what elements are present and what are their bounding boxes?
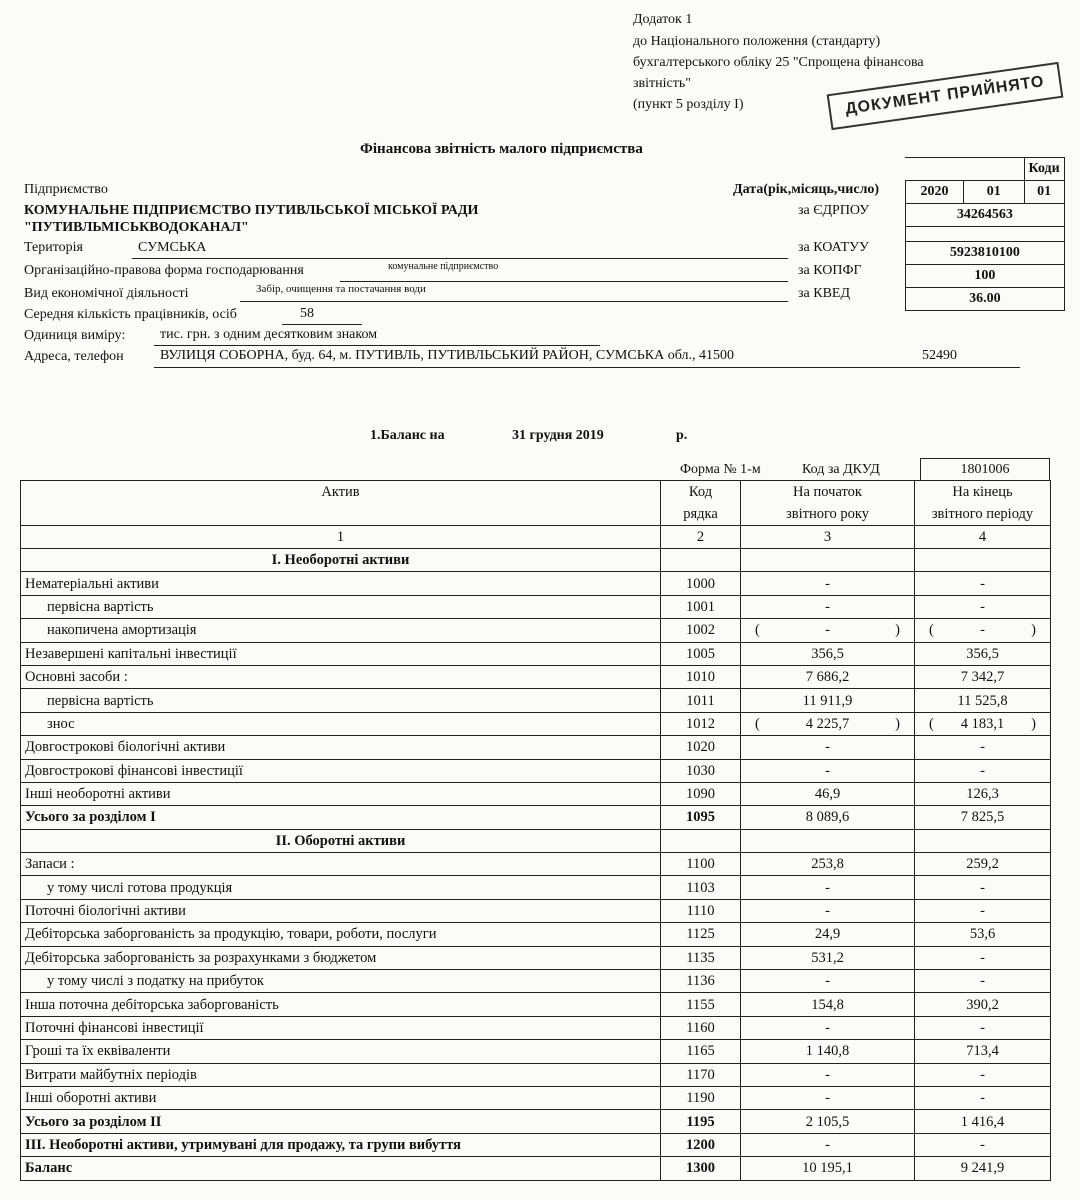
header-end-2: звітного періоду [915,503,1051,526]
unit-value: тис. грн. з одним десятковим знаком [160,327,378,342]
table-row: Витрати майбутніх періодів 1170 - - [21,1063,1051,1086]
table-row: у тому числі готова продукція 1103 - - [21,876,1051,899]
table-row: Баланс 1300 10 195,1 9 241,9 [21,1157,1051,1180]
form-number: Форма № 1-м [680,462,761,477]
dkud-label: Код за ДКУД [802,462,880,477]
edrpou-code: 34264563 [906,204,1065,227]
balance-table [20,480,1051,1181]
table-row: Довгострокові біологічні активи 1020 - - [21,736,1051,759]
balance-date: 31 грудня 2019 [512,428,604,443]
date-year: 2020 [906,181,964,204]
address-label: Адреса, телефон [24,349,124,364]
table-row: Дебіторська заборгованість за продукцію, товари, роботи, послуги 1125 24,9 53,6 [21,923,1051,946]
table-row: Запаси : 1100 253,8 259,2 [21,853,1051,876]
table-row: Усього за розділом I 1095 8 089,6 7 825,5 [21,806,1051,829]
table-row: Нематеріальні активи 1000 - - [21,572,1051,595]
activity-label: Вид економічної діяльності [24,286,189,301]
appendix-line-2: до Національного положення (стандарту) [633,34,881,49]
legal-form-value: комунальне підприємство [388,261,499,272]
section-2-title: II. Оборотні активи [21,829,661,852]
header-asset: Актив [21,481,661,526]
appendix-line-4: звітність" [633,76,691,91]
table-row: Основні засоби : 1010 7 686,2 7 342,7 [21,665,1051,688]
legal-form-label: Організаційно-правова форма господарювання [24,263,304,278]
table-row: Дебіторська заборгованість за розрахунками з бюджетом 1135 531,2 - [21,946,1051,969]
balance-title: 1.Баланс на [370,428,445,443]
col-number-4: 4 [915,526,1051,549]
koatuu-code: 5923810100 [906,242,1065,265]
unit-label: Одиниця виміру: [24,328,126,343]
enterprise-name-1: КОМУНАЛЬНЕ ПІДПРИЄМСТВО ПУТИВЛЬСЬКОЇ МІСЬКОЇ РАДИ [24,203,479,218]
kved-code: 36.00 [906,288,1065,311]
table-row: Інші оборотні активи 1190 - - [21,1086,1051,1109]
section-1-title: I. Необоротні активи [21,549,661,572]
employees-label: Середня кількість працівників, осіб [24,307,237,322]
appendix-line-1: Додаток 1 [633,12,693,27]
table-row: Незавершені капітальні інвестиції 1005 356,5 356,5 [21,642,1051,665]
header-code-1: Код [661,481,741,504]
date-label: Дата(рік,місяць,число) [733,182,880,197]
header-code-2: рядка [661,503,741,526]
kopfg-label: за КОПФГ [798,263,862,278]
table-row: у тому числі з податку на прибуток 1136 - - [21,970,1051,993]
table-row: Поточні біологічні активи 1110 - - [21,899,1051,922]
table-row: первісна вартість 1011 11 911,9 11 525,8 [21,689,1051,712]
koatuu-label: за КОАТУУ [798,240,869,255]
table-row: Усього за розділом II 1195 2 105,5 1 416,4 [21,1110,1051,1133]
address-value: ВУЛИЦЯ СОБОРНА, буд. 64, м. ПУТИВЛЬ, ПУТИВЛЬСЬКИЙ РАЙОН, СУМСЬКА обл., 41500 [160,348,734,363]
employees-value: 58 [300,306,314,321]
activity-value: Забір, очищення та постачання води [256,283,426,295]
date-month: 01 [964,181,1025,204]
col-number-1: 1 [21,526,661,549]
table-row: знос 1012 ( 4 225,7 ) ( 4 183,1 ) [21,712,1051,735]
header-end-1: На кінець [915,481,1051,504]
col-number-3: 3 [741,526,915,549]
phone-value: 52490 [922,348,957,363]
table-row: Гроші та їх еквіваленти 1165 1 140,8 713,4 [21,1040,1051,1063]
territory-value: СУМСЬКА [138,240,207,255]
table-row: Довгострокові фінансові інвестиції 1030 - - [21,759,1051,782]
date-day: 01 [1024,181,1064,204]
table-row: Інша поточна дебіторська заборгованість 1155 154,8 390,2 [21,993,1051,1016]
kved-label: за КВЕД [798,286,851,301]
header-start-2: звітного року [741,503,915,526]
col-number-2: 2 [661,526,741,549]
enterprise-name-2: "ПУТИВЛЬМІСЬКВОДОКАНАЛ" [24,220,249,235]
table-row: накопичена амортизація 1002 ( - ) ( - ) [21,619,1051,642]
table-row: Інші необоротні активи 1090 46,9 126,3 [21,782,1051,805]
header-start-1: На початок [741,481,915,504]
accepted-stamp: ДОКУМЕНТ ПРИЙНЯТО [827,62,1064,130]
codes-header: Коди [1024,158,1064,181]
dkud-code: 1801006 [920,458,1050,481]
appendix-line-3: бухгалтерського обліку 25 "Спрощена фінансова [633,55,924,70]
edrpou-label: за ЄДРПОУ [798,203,870,218]
balance-year-suffix: р. [676,428,688,443]
appendix-line-5: (пункт 5 розділу I) [633,97,744,112]
table-row: III. Необоротні активи, утримувані для продажу, та групи вибуття 1200 - - [21,1133,1051,1156]
territory-label: Територія [24,240,83,255]
report-title: Фінансова звітність малого підприємства [360,141,643,157]
enterprise-label: Підприємство [24,182,108,197]
table-row: Поточні фінансові інвестиції 1160 - - [21,1016,1051,1039]
table-row: первісна вартість 1001 - - [21,595,1051,618]
kopfg-code: 100 [906,265,1065,288]
